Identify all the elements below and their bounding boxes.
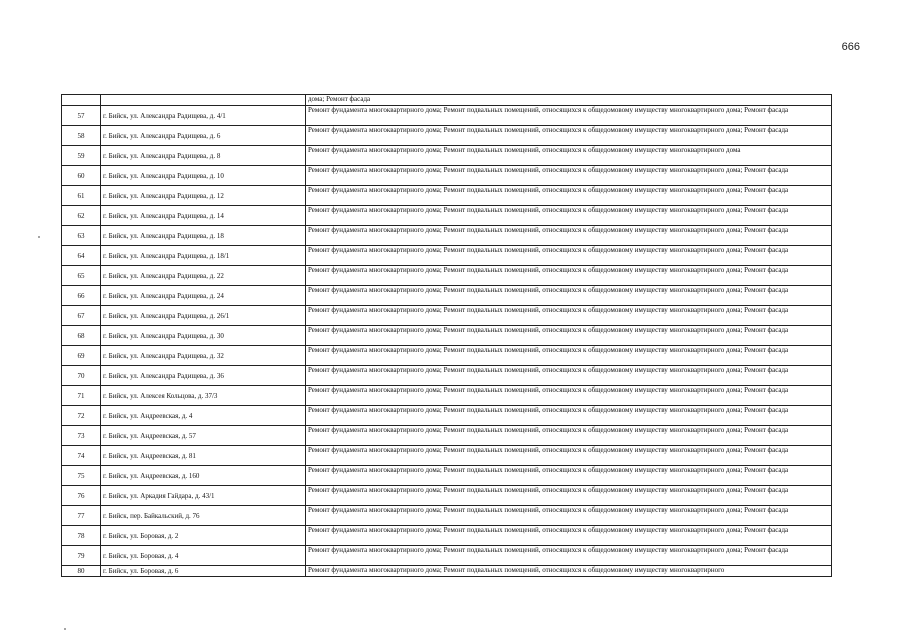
address-cell: г. Бийск, ул. Александра Радищева, д. 8 xyxy=(101,146,306,166)
table-row xyxy=(62,306,832,326)
address-cell: г. Бийск, ул. Боровая, д. 6 xyxy=(101,566,306,577)
table-row xyxy=(62,466,832,486)
works-cell: Ремонт фундамента многоквартирного дома; Ремонт подвальных помещений, относящихся к общедомовому имуществу многоквартирного дома; Ремонт фасада xyxy=(306,166,832,186)
works-cell: Ремонт фундамента многоквартирного дома; Ремонт подвальных помещений, относящихся к общедомовому имуществу многоквартирного дома; Ремонт фасада xyxy=(306,286,832,306)
row-number-cell: 58 xyxy=(62,126,101,146)
table-row xyxy=(62,486,832,506)
row-number-cell: 69 xyxy=(62,346,101,366)
address-cell: г. Бийск, ул. Александра Радищева, д. 4/1 xyxy=(101,106,306,126)
table-row xyxy=(62,426,832,446)
table-row xyxy=(62,106,832,126)
row-number-cell: 70 xyxy=(62,366,101,386)
table-row xyxy=(62,546,832,566)
table-row xyxy=(62,286,832,306)
row-number-cell: 74 xyxy=(62,446,101,466)
table-row xyxy=(62,186,832,206)
works-cell: Ремонт фундамента многоквартирного дома; Ремонт подвальных помещений, относящихся к общедомовому имуществу многоквартирного дома; Ремонт фасада xyxy=(306,186,832,206)
continuation-row xyxy=(62,95,832,106)
works-cell: Ремонт фундамента многоквартирного дома; Ремонт подвальных помещений, относящихся к общедомовому имуществу многоквартирного дома; Ремонт фасада xyxy=(306,366,832,386)
works-cell: Ремонт фундамента многоквартирного дома; Ремонт подвальных помещений, относящихся к общедомовому имуществу многоквартирного дома; Ремонт фасада xyxy=(306,546,832,566)
row-number-cell: 67 xyxy=(62,306,101,326)
address-cell: г. Бийск, ул. Александра Радищева, д. 18 xyxy=(101,226,306,246)
address-cell: г. Бийск, ул. Андреевская, д. 57 xyxy=(101,426,306,446)
page-number: 666 xyxy=(841,41,860,53)
address-cell: г. Бийск, ул. Александра Радищева, д. 18/1 xyxy=(101,246,306,266)
row-number-cell: 73 xyxy=(62,426,101,446)
works-cell: Ремонт фундамента многоквартирного дома; Ремонт подвальных помещений, относящихся к общедомовому имуществу многоквартирного дома; Ремонт фасада xyxy=(306,346,832,366)
address-cell: г. Бийск, ул. Андреевская, д. 4 xyxy=(101,406,306,426)
table-row xyxy=(62,246,832,266)
table-row xyxy=(62,366,832,386)
row-number-cell: 77 xyxy=(62,506,101,526)
works-cell: Ремонт фундамента многоквартирного дома; Ремонт подвальных помещений, относящихся к общедомовому имуществу многоквартирного дома; Ремонт фасада xyxy=(306,266,832,286)
table-row xyxy=(62,146,832,166)
row-number-cell xyxy=(62,95,101,106)
table-row xyxy=(62,506,832,526)
works-cell: Ремонт фундамента многоквартирного дома; Ремонт подвальных помещений, относящихся к общедомовому имуществу многоквартирного дома xyxy=(306,146,832,166)
address-cell xyxy=(101,95,306,106)
works-cell: Ремонт фундамента многоквартирного дома; Ремонт подвальных помещений, относящихся к общедомовому имуществу многоквартирного дома; Ремонт фасада xyxy=(306,106,832,126)
scan-speck xyxy=(38,236,40,238)
table-row xyxy=(62,126,832,146)
address-cell: г. Бийск, ул. Александра Радищева, д. 10 xyxy=(101,166,306,186)
row-number-cell: 76 xyxy=(62,486,101,506)
works-cell: Ремонт фундамента многоквартирного дома; Ремонт подвальных помещений, относящихся к общедомовому имуществу многоквартирного дома; Ремонт фасада xyxy=(306,426,832,446)
row-number-cell: 66 xyxy=(62,286,101,306)
scan-speck xyxy=(64,628,66,630)
works-cell: Ремонт фундамента многоквартирного дома; Ремонт подвальных помещений, относящихся к общедомовому имуществу многоквартирного дома; Ремонт фасада xyxy=(306,226,832,246)
table-row xyxy=(62,446,832,466)
address-cell: г. Бийск, ул. Боровая, д. 2 xyxy=(101,526,306,546)
row-number-cell: 62 xyxy=(62,206,101,226)
address-cell: г. Бийск, ул. Александра Радищева, д. 24 xyxy=(101,286,306,306)
works-cell: Ремонт фундамента многоквартирного дома; Ремонт подвальных помещений, относящихся к общедомовому имуществу многоквартирного дома; Ремонт фасада xyxy=(306,446,832,466)
works-cell: дома; Ремонт фасада xyxy=(306,95,832,106)
table-row xyxy=(62,166,832,186)
row-number-cell: 63 xyxy=(62,226,101,246)
row-number-cell: 60 xyxy=(62,166,101,186)
table-row xyxy=(62,266,832,286)
row-number-cell: 71 xyxy=(62,386,101,406)
row-number-cell: 80 xyxy=(62,566,101,577)
address-cell: г. Бийск, ул. Алексея Кольцова, д. 37/3 xyxy=(101,386,306,406)
works-cell: Ремонт фундамента многоквартирного дома; Ремонт подвальных помещений, относящихся к общедомовому имуществу многоквартирного дома; Ремонт фасада xyxy=(306,246,832,266)
works-cell: Ремонт фундамента многоквартирного дома; Ремонт подвальных помещений, относящихся к общедомовому имуществу многоквартирного дома; Ремонт фасада xyxy=(306,526,832,546)
address-cell: г. Бийск, ул. Александра Радищева, д. 36 xyxy=(101,366,306,386)
works-cell: Ремонт фундамента многоквартирного дома; Ремонт подвальных помещений, относящихся к общедомовому имуществу многоквартирного дома; Ремонт фасада xyxy=(306,306,832,326)
works-cell: Ремонт фундамента многоквартирного дома; Ремонт подвальных помещений, относящихся к общедомовому имуществу многоквартирного xyxy=(306,566,832,577)
table-row xyxy=(62,386,832,406)
address-cell: г. Бийск, ул. Аркадия Гайдара, д. 43/1 xyxy=(101,486,306,506)
table-row xyxy=(62,326,832,346)
address-cell: г. Бийск, ул. Александра Радищева, д. 14 xyxy=(101,206,306,226)
address-cell: г. Бийск, ул. Андреевская, д. 81 xyxy=(101,446,306,466)
address-cell: г. Бийск, ул. Боровая, д. 4 xyxy=(101,546,306,566)
table-row xyxy=(62,206,832,226)
works-cell: Ремонт фундамента многоквартирного дома; Ремонт подвальных помещений, относящихся к общедомовому имуществу многоквартирного дома; Ремонт фасада xyxy=(306,206,832,226)
table-row xyxy=(62,566,832,577)
address-cell: г. Бийск, ул. Александра Радищева, д. 12 xyxy=(101,186,306,206)
address-cell: г. Бийск, ул. Александра Радищева, д. 22 xyxy=(101,266,306,286)
row-number-cell: 75 xyxy=(62,466,101,486)
row-number-cell: 59 xyxy=(62,146,101,166)
row-number-cell: 64 xyxy=(62,246,101,266)
row-number-cell: 79 xyxy=(62,546,101,566)
row-number-cell: 57 xyxy=(62,106,101,126)
row-number-cell: 78 xyxy=(62,526,101,546)
row-number-cell: 72 xyxy=(62,406,101,426)
address-cell: г. Бийск, пер. Байкальский, д. 76 xyxy=(101,506,306,526)
address-cell: г. Бийск, ул. Александра Радищева, д. 26/1 xyxy=(101,306,306,326)
table-row xyxy=(62,346,832,366)
table-row xyxy=(62,526,832,546)
row-number-cell: 65 xyxy=(62,266,101,286)
address-cell: г. Бийск, ул. Александра Радищева, д. 32 xyxy=(101,346,306,366)
row-number-cell: 68 xyxy=(62,326,101,346)
address-cell: г. Бийск, ул. Андреевская, д. 160 xyxy=(101,466,306,486)
address-cell: г. Бийск, ул. Александра Радищева, д. 30 xyxy=(101,326,306,346)
works-cell: Ремонт фундамента многоквартирного дома; Ремонт подвальных помещений, относящихся к общедомовому имуществу многоквартирного дома; Ремонт фасада xyxy=(306,486,832,506)
works-cell: Ремонт фундамента многоквартирного дома; Ремонт подвальных помещений, относящихся к общедомовому имуществу многоквартирного дома; Ремонт фасада xyxy=(306,406,832,426)
address-cell: г. Бийск, ул. Александра Радищева, д. 6 xyxy=(101,126,306,146)
works-cell: Ремонт фундамента многоквартирного дома; Ремонт подвальных помещений, относящихся к общедомовому имуществу многоквартирного дома; Ремонт фасада xyxy=(306,506,832,526)
table-row xyxy=(62,406,832,426)
row-number-cell: 61 xyxy=(62,186,101,206)
works-cell: Ремонт фундамента многоквартирного дома; Ремонт подвальных помещений, относящихся к общедомовому имуществу многоквартирного дома; Ремонт фасада xyxy=(306,126,832,146)
works-table xyxy=(61,94,832,577)
works-cell: Ремонт фундамента многоквартирного дома; Ремонт подвальных помещений, относящихся к общедомовому имуществу многоквартирного дома; Ремонт фасада xyxy=(306,386,832,406)
works-cell: Ремонт фундамента многоквартирного дома; Ремонт подвальных помещений, относящихся к общедомовому имуществу многоквартирного дома; Ремонт фасада xyxy=(306,466,832,486)
works-cell: Ремонт фундамента многоквартирного дома; Ремонт подвальных помещений, относящихся к общедомовому имуществу многоквартирного дома; Ремонт фасада xyxy=(306,326,832,346)
table-row xyxy=(62,226,832,246)
